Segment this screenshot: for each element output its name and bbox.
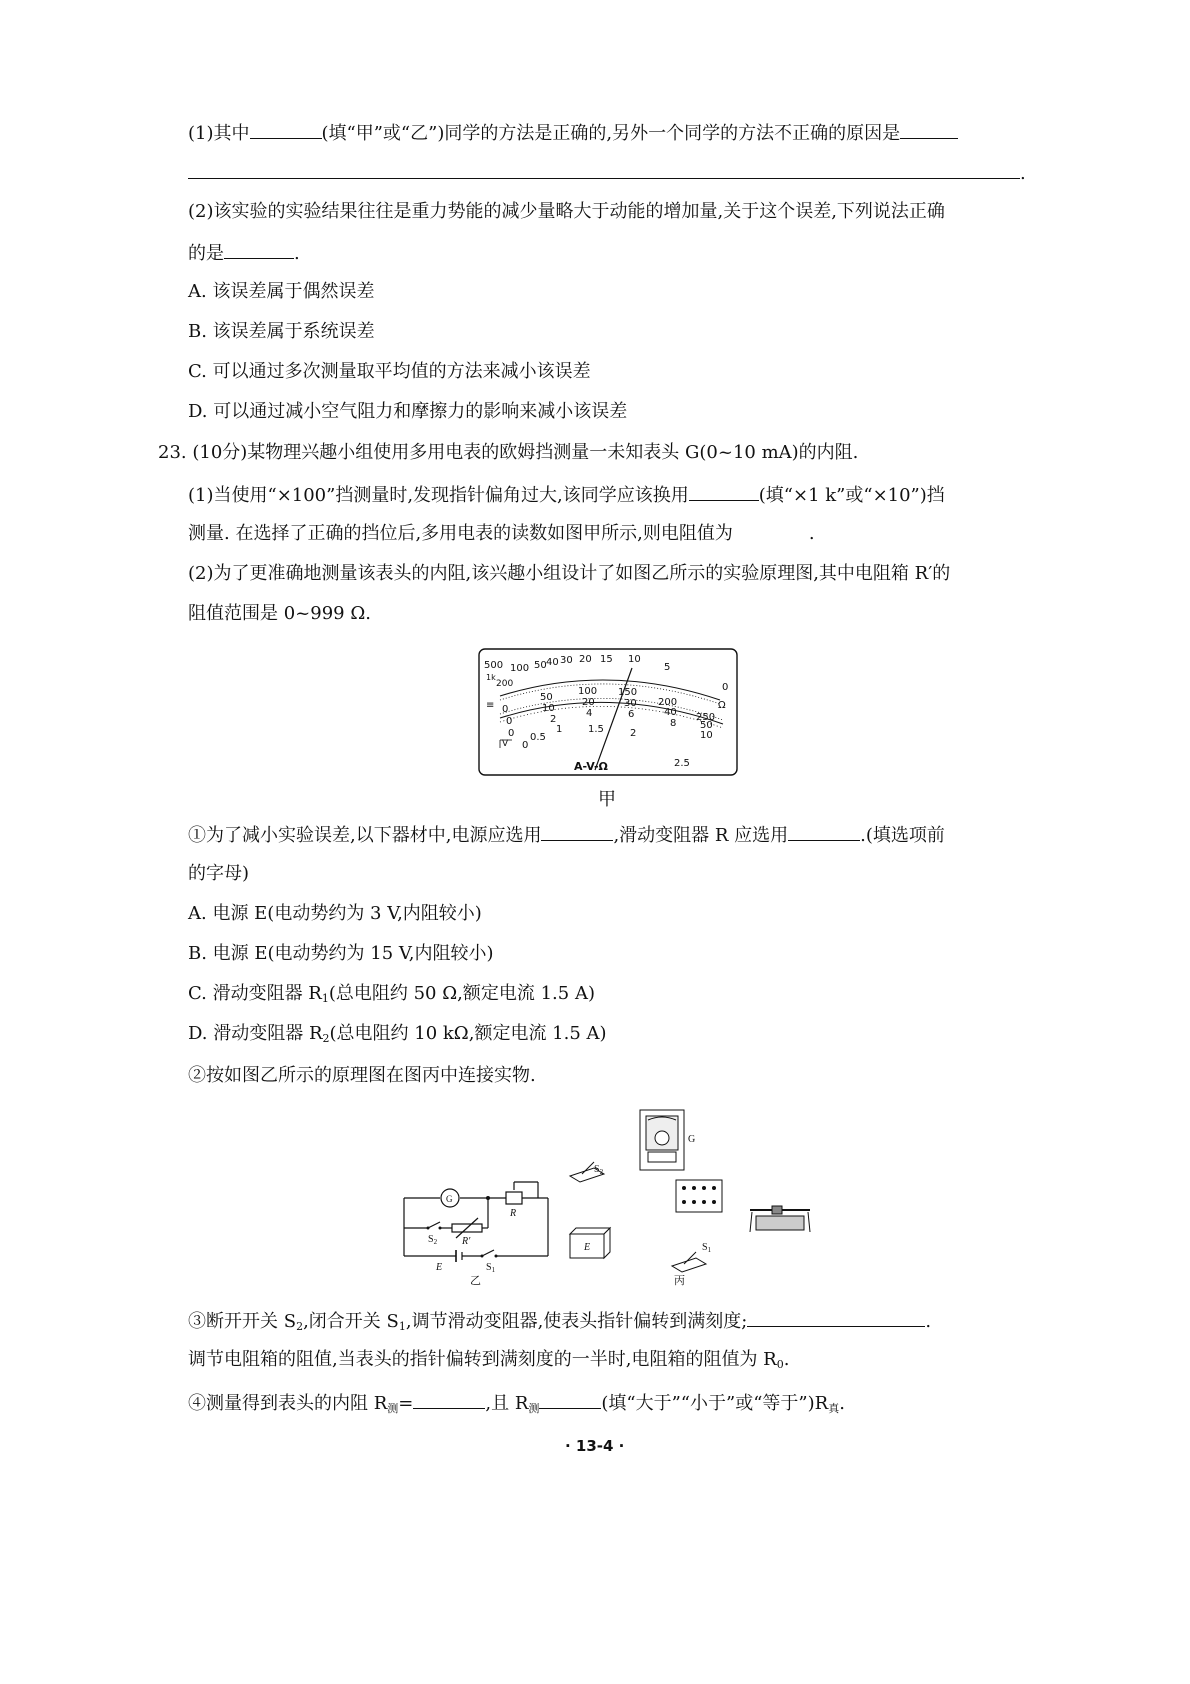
answer-blank[interactable]: [413, 1390, 485, 1409]
text: .(填选项前: [860, 825, 945, 846]
text: (总电阻约 50 Ω,额定电流 1.5 A): [328, 983, 595, 1004]
ohm-label: 50: [534, 660, 547, 671]
q23-sub3-line2: [188, 1348, 789, 1377]
ohm-label: 40: [546, 657, 559, 668]
ohm-label: 500: [484, 660, 504, 671]
text: (1)其中: [188, 123, 250, 144]
text: ①为了减小实验误差,以下器材中,电源应选用: [188, 825, 542, 846]
text: (填“甲”或“乙”)同学的方法是正确的,另外一个同学的方法不正确的原因是: [321, 123, 901, 144]
rheostat-device: [756, 1216, 804, 1230]
subscript: 测: [387, 1402, 399, 1415]
dc-label: 250: [696, 712, 716, 723]
meter-bottom-label: A-V-Ω: [574, 760, 608, 773]
answer-blank[interactable]: [188, 160, 1020, 179]
volt-label: 2: [630, 728, 637, 739]
mid-label: 0: [506, 716, 513, 727]
svg-text:S2: [594, 1164, 604, 1176]
q22-option-b: B. 该误差属于系统误差: [188, 321, 375, 342]
rheostat-r-symbol: [506, 1192, 522, 1204]
label-s1: S: [702, 1242, 708, 1253]
q23-sub2: ②按如图乙所示的原理图在图丙中连接实物.: [188, 1065, 536, 1086]
q23-sub3-line1: [188, 1308, 931, 1339]
low-label: 8: [670, 718, 677, 729]
volt-label: 2.5: [674, 758, 690, 769]
label-e: E: [584, 1242, 591, 1253]
answer-blank[interactable]: [539, 1390, 601, 1409]
low-label: 4: [586, 708, 593, 719]
ohm-label: 20: [579, 654, 592, 665]
label-s1-sub: 1: [491, 1266, 496, 1274]
side-label: Ω: [718, 700, 726, 711]
mid-label: 40: [664, 707, 677, 718]
text: .: [294, 243, 300, 264]
label-s2: S: [594, 1164, 600, 1175]
text: 调节电阻箱的阻值,当表头的指针偏转到满刻度的一半时,电阻箱的阻值为 R: [188, 1349, 777, 1370]
text: .: [925, 1311, 932, 1332]
text: =: [398, 1393, 414, 1414]
label-s2-sub: 2: [433, 1238, 438, 1246]
mid-label: 50: [700, 720, 713, 731]
low-label: 0: [508, 728, 515, 739]
v-label: V: [502, 739, 509, 749]
subscript: 2: [322, 1032, 330, 1045]
text: 测量. 在选择了正确的挡位后,多用电表的读数如图甲所示,则电阻值为: [188, 523, 733, 544]
text: .: [808, 523, 815, 544]
label-g: G: [446, 1194, 453, 1204]
ohm-label: 15: [600, 654, 613, 665]
dc-label: 200: [658, 697, 678, 708]
text: (填“×1 k”或“×10”)挡: [758, 485, 945, 506]
q23-option-d: [188, 1022, 607, 1051]
q23-sub4-line: [188, 1390, 845, 1421]
ohm-label: 10: [628, 654, 641, 665]
mid-label: 20: [582, 697, 595, 708]
text: 的是: [188, 243, 224, 264]
answer-blank[interactable]: [541, 822, 613, 841]
apparatus-figure: [560, 1106, 820, 1286]
q23-part1-line1: [188, 482, 945, 508]
label-s2: S: [428, 1234, 434, 1245]
low-label: 6: [628, 709, 635, 720]
q22-part1-line: [188, 120, 958, 146]
text: ,且 R: [485, 1393, 529, 1414]
battery-top: [570, 1228, 610, 1234]
low-label: 10: [700, 730, 713, 741]
q22-part2-line2: [188, 240, 300, 266]
low-label: 2: [550, 714, 557, 725]
q23-option-a: A. 电源 E(电动势约为 3 V,内阻较小): [188, 903, 482, 924]
figure-caption-jia: 甲: [598, 789, 616, 810]
svg-text:S1: [486, 1262, 496, 1274]
text: (1)当使用“×100”挡测量时,发现指针偏角过大,该同学应该换用: [188, 485, 689, 506]
q22-part2-line1: (2)该实验的实验结果往往是重力势能的减少量略大于动能的增加量,关于这个误差,下列说法正确: [188, 201, 945, 222]
dc-label: 100: [578, 686, 598, 697]
dc-label: 150: [618, 687, 638, 698]
ohm-label: 0: [722, 682, 729, 693]
subscript: 1: [398, 1320, 406, 1333]
volt-label: 1.5: [588, 724, 604, 735]
ohm-label: 5: [664, 662, 671, 673]
side-label: 200: [496, 679, 514, 689]
q23-part2-line2: 阻值范围是 0~999 Ω.: [188, 603, 371, 624]
q23-sub1-line1: [188, 822, 945, 848]
subscript: 真: [828, 1402, 840, 1415]
circuit-diagram: [398, 1178, 558, 1286]
answer-blank[interactable]: [747, 1308, 925, 1327]
text: (填“大于”“小于”或“等于”)R: [601, 1393, 829, 1414]
ohm-label: 30: [560, 655, 573, 666]
label-rprime: R′: [462, 1236, 471, 1247]
label-r: R: [510, 1208, 517, 1219]
answer-blank[interactable]: [250, 120, 322, 139]
label-s1: S: [486, 1262, 492, 1273]
multimeter-dial-figure: [478, 648, 738, 776]
page-number: · 13-4 ·: [565, 1437, 625, 1455]
side-label: 1k: [486, 673, 496, 682]
text: (总电阻约 10 kΩ,额定电流 1.5 A): [329, 1023, 607, 1044]
text: .: [783, 1349, 790, 1370]
text: .: [839, 1393, 845, 1414]
subscript: 0: [776, 1358, 784, 1371]
q23-stem: 23. (10分)某物理兴趣小组使用多用电表的欧姆挡测量一未知表头 G(0~10 mA)的内阻.: [158, 442, 859, 463]
text: ,闭合开关 S: [303, 1311, 399, 1332]
q22-option-c: C. 可以通过多次测量取平均值的方法来减小该误差: [188, 361, 591, 382]
label-g: G: [688, 1134, 696, 1145]
ohm-label: 100: [510, 663, 530, 674]
q23-part2-line1: (2)为了更准确地测量该表头的内阻,该兴趣小组设计了如图乙所示的实验原理图,其中电阻箱 R′的: [188, 563, 951, 584]
text: D. 滑动变阻器 R: [188, 1023, 323, 1044]
svg-text:S1: [702, 1242, 712, 1254]
answer-blank[interactable]: [689, 482, 759, 501]
label-e: E: [436, 1262, 443, 1273]
figure-caption-bing: 丙: [674, 1275, 685, 1286]
switch-s1-device: [672, 1258, 706, 1272]
text: ,滑动变阻器 R 应选用: [613, 825, 789, 846]
q22-part1-line2: [188, 160, 1026, 186]
q22-option-a: A. 该误差属于偶然误差: [188, 281, 375, 302]
answer-blank[interactable]: [224, 240, 294, 259]
mid-label: 30: [624, 698, 637, 709]
q22-option-d: D. 可以通过减小空气阻力和摩擦力的影响来减小该误差: [188, 401, 628, 422]
q23-option-c: [188, 982, 595, 1011]
q23-option-b: B. 电源 E(电动势约为 15 V,内阻较小): [188, 943, 494, 964]
label-s1-sub: 1: [707, 1246, 712, 1254]
answer-blank[interactable]: [788, 822, 860, 841]
q23-part1-line2: [188, 522, 815, 546]
subscript: 测: [528, 1402, 540, 1415]
scale-mark: ≡: [486, 700, 495, 711]
text: .: [1020, 163, 1026, 184]
volt-label: 0.5: [530, 732, 546, 743]
q23-sub1-line2: 的字母): [188, 863, 250, 884]
label-s2-sub: 2: [599, 1168, 604, 1176]
text: ,调节滑动变阻器,使表头指针偏转到满刻度;: [405, 1311, 748, 1332]
resistance-box-device: [676, 1180, 722, 1212]
dc-label: 0: [502, 704, 509, 715]
text: C. 滑动变阻器 R: [188, 983, 322, 1004]
subscript: 1: [321, 992, 329, 1005]
volt-label: 0: [522, 740, 529, 751]
mid-label: 10: [542, 703, 555, 714]
dc-label: 50: [540, 692, 553, 703]
figure-caption-yi: 乙: [470, 1275, 481, 1286]
subscript: 2: [296, 1320, 304, 1333]
answer-blank[interactable]: [900, 120, 958, 139]
text: ④测量得到表头的内阻 R: [188, 1393, 388, 1414]
svg-text:S2: [428, 1234, 438, 1246]
text: ③断开开关 S: [188, 1311, 297, 1332]
volt-label: 1: [556, 724, 563, 735]
